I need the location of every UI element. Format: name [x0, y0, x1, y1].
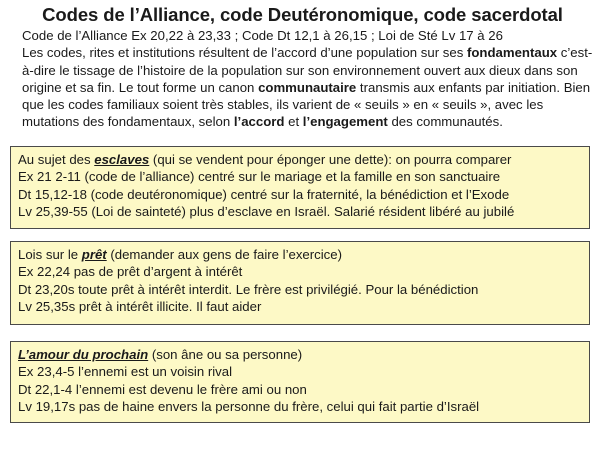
- box-line: Dt 22,1-4 l’ennemi est devenu le frère ami ou non: [18, 381, 307, 397]
- box-keyword: esclaves: [94, 152, 150, 167]
- box-esclaves: [10, 146, 590, 229]
- box-heading: [18, 346, 582, 363]
- intro-text-g: et: [284, 114, 303, 130]
- box-line: Lv 25,35s prêt à intérêt illicite. Il faut aider: [18, 298, 262, 314]
- intro-text-e: transmis aux enfants par initiation. Bien que les codes familiaux soient très stables, ils varient de « seuils » en « seuils », avec les mutations des fondamentaux, selon: [22, 79, 591, 130]
- page-title: Codes de l’Alliance, code Deutéronomique, code sacerdotal: [42, 4, 563, 25]
- box-heading-post: (demander aux gens de faire l’exercice): [106, 247, 342, 262]
- box-line: Dt 15,12-18 (code deutéronomique) centré sur la fraternité, la bénédiction et l’Exode: [18, 186, 510, 202]
- box-line: Ex 23,4-5 l’ennemi est un voisin rival: [18, 364, 233, 380]
- box-heading-post: (qui se vendent pour éponger une dette): on pourra comparer: [149, 152, 512, 167]
- box-line: Ex 22,24 pas de prêt d’argent à intérêt: [18, 264, 243, 280]
- intro-text: [22, 27, 597, 131]
- keyword-engagement: l’engagement: [302, 114, 388, 130]
- box-keyword: prêt: [81, 247, 107, 262]
- box-keyword: L’amour du prochain: [18, 347, 149, 362]
- intro-references: Code de l’Alliance Ex 20,22 à 23,33 ; Code Dt 12,1 à 26,15 ; Loi de Sté Lv 17 à 26: [22, 28, 503, 43]
- box-line: Lv 25,39-55 (Loi de sainteté) plus d’esclave en Israël. Salarié résident libéré au jubilé: [18, 203, 515, 219]
- keyword-accord: l’accord: [233, 114, 285, 130]
- box-line: Ex 21 2-11 (code de l’alliance) centré sur le mariage et la famille en son sanctuaire: [18, 169, 501, 185]
- box-line: Lv 19,17s pas de haine envers la personne du frère, celui qui fait partie d’Israël: [18, 398, 480, 414]
- keyword-communautaire: communautaire: [258, 79, 357, 95]
- intro-paragraph: [22, 44, 597, 130]
- box-heading: [18, 246, 582, 263]
- intro-text-a: Les codes, rites et institutions résultent de l’accord d’une population sur ses: [22, 45, 467, 61]
- box-heading: [18, 151, 582, 168]
- box-heading-pre: Lois sur le: [18, 247, 82, 262]
- intro-text-i: des communautés.: [387, 114, 503, 130]
- box-pret: [10, 241, 590, 325]
- box-heading-pre: Au sujet des: [18, 152, 95, 167]
- intro-text-c: c’est-à-dire le tissage de l’histoire de la population sur son environnement ouvert aux dieux dans son origine et sa fin. Le tout forme un canon: [22, 45, 593, 95]
- box-amour-prochain: [10, 341, 590, 423]
- keyword-fondamentaux: fondamentaux: [466, 45, 558, 61]
- box-heading-post: (son âne ou sa personne): [148, 347, 303, 362]
- box-line: Dt 23,20s toute prêt à intérêt interdit. Le frère est privilégié. Pour la bénédiction: [18, 281, 479, 297]
